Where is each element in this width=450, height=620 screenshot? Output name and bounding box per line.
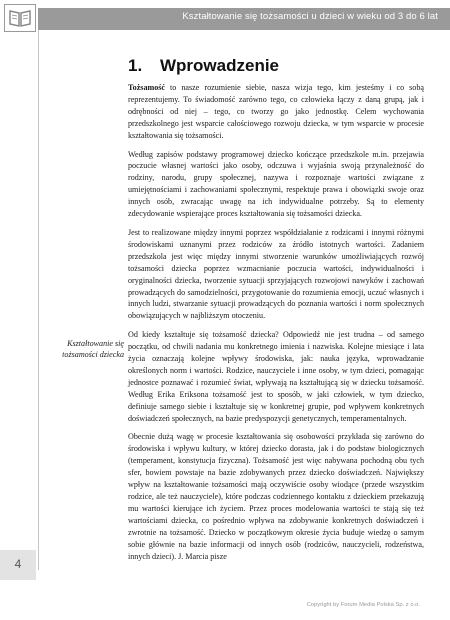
chapter-title: Wprowadzenie (160, 56, 280, 75)
chapter-heading (128, 56, 279, 76)
paragraph-text: Jest to realizowane między innymi poprzez współdziałanie z rodzicami i innymi różnymi środowiskami uznanymi przez rodziców za źródło istotnych wartości. Zadaniem przedszkola jest więc między innymi stworzenie warunków umożliwiających rozwój tożsamości dziecka poprzez wzmacnianie poczucia wartości, indywidualności i oryginalności dziecka, tworzenie sytuacji sprzyjających rozwojowi nawyków i zachowań prowadzących do samodzielności, przygotowanie do rozumienia emocji, uczuć własnych i innych ludzi, stwarzanie sytuacji prowadzących do poznania wartości i norm społecznych obowiązujących w najbliższym otoczeniu. (128, 227, 424, 321)
running-header-title: Kształtowanie się tożsamości u dzieci w wieku od 3 do 6 lat (182, 11, 438, 22)
paragraph-4 (128, 329, 424, 424)
paragraph-text: Obecnie dużą wagę w procesie kształtowania się osobowości przykłada się zarówno do środowiska i wpływu kultury, w której dziecko dorasta, jak i do podstaw biologicznych (temperament, konstytucja fizyczna). Tożsamość jest więc nabywana pochodną obu tych sfer, bowiem powstaje na bazie zdobywanych przez dziecko doświadczeń. Największy wpływ na kształtowanie tożsamości mają oczywiście osoby wiodące (przede wszystkim rodzice, ale też nauczyciele), które podczas codziennego kontaktu z dzieckiem przekazują mu wartości kierujące ich życiem. Przez proces modelowania wartości te stają się też wartościami dziecka, co pośrednio wpływa na zdobywanie konkretnych doświadczeń i zwrotnie na tożsamość. Dziecko w początkowym okresie życia buduje wiedzę o samym sobie głównie na bazie informacji od innych osób (rodziców, nauczycieli, rodzeństwa, innych dzieci). J. Marcia pisze (128, 432, 424, 561)
chapter-number: 1. (128, 56, 143, 75)
paragraph-text: Według zapisów podstawy programowej dziecko kończące przedszkole m.in. przejawia poczucie własnej wartości jako osoby, odczuwa i wyjaśnia swoją przynależność do rodziny, narodu, grupy społecznej, nazywa i rozpoznaje wartości związane z umiejętnościami i zachowaniami społecznymi, respektuje prawa i obowiązki swoje oraz innych osób, zwracając uwagę na ich indywidualne potrzeby. Są to elementy zdecydowanie wspierające proces kształtowania się tożsamości dziecka. (128, 149, 424, 219)
left-margin-rule (38, 30, 39, 570)
paragraph-2 (128, 149, 424, 220)
paragraph-text: Od kiedy kształtuje się tożsamość dziecka? Odpowiedź nie jest trudna – od samego początku, od chwili nadania mu konkretnego imienia i nazwiska. Kolejne miesiące i lata życia oznaczają kolejne wpływy środowiska, jak: nauka języka, wprowadzanie określonych norm i wartości. Rodzice, nauczyciele i inne osoby, w tym dzieci, pomagając jednostce poznawać i rozumieć świat, wpływają na kształtującą się w dziecku tożsamość. Według Erika Eriksona tożsamość jest to sposób, w jaki człowiek, w tym dziecko, definiuje samego siebie i kształtuje się w konkretnej grupie, pod wpływem konkretnych doświadczeń społecznych, na bazie predyspozycji genetycznych, temperamentalnych. (128, 330, 424, 423)
book-icon-box (4, 4, 36, 32)
open-book-icon (8, 8, 32, 28)
paragraph-text: to nasze rozumienie siebie, nasza wizja tego, kim jesteśmy i co sobą reprezentujemy. To świadomość zarówno tego, co człowieka łączy z daną grupą, jak i odrębności od niej – tego, co tworzy go jako jednostkę. Celem wychowania przedszkolnego jest wsparcie całościowego rozwoju dziecka, w tym wsparcie w procesie kształtowania się tożsamości. (128, 83, 424, 140)
margin-note: Kształtowanie się tożsamości dziecka (62, 339, 124, 359)
paragraph-5 (128, 431, 424, 562)
paragraph-3 (128, 227, 424, 322)
bold-term: Tożsamość (128, 83, 166, 92)
body-text (128, 82, 424, 569)
page-header (0, 0, 450, 36)
paragraph-1 (128, 82, 424, 142)
page-number: 4 (14, 557, 22, 571)
copyright-footer: Copyright by Forum Media Polska Sp. z o.o. (306, 602, 420, 608)
